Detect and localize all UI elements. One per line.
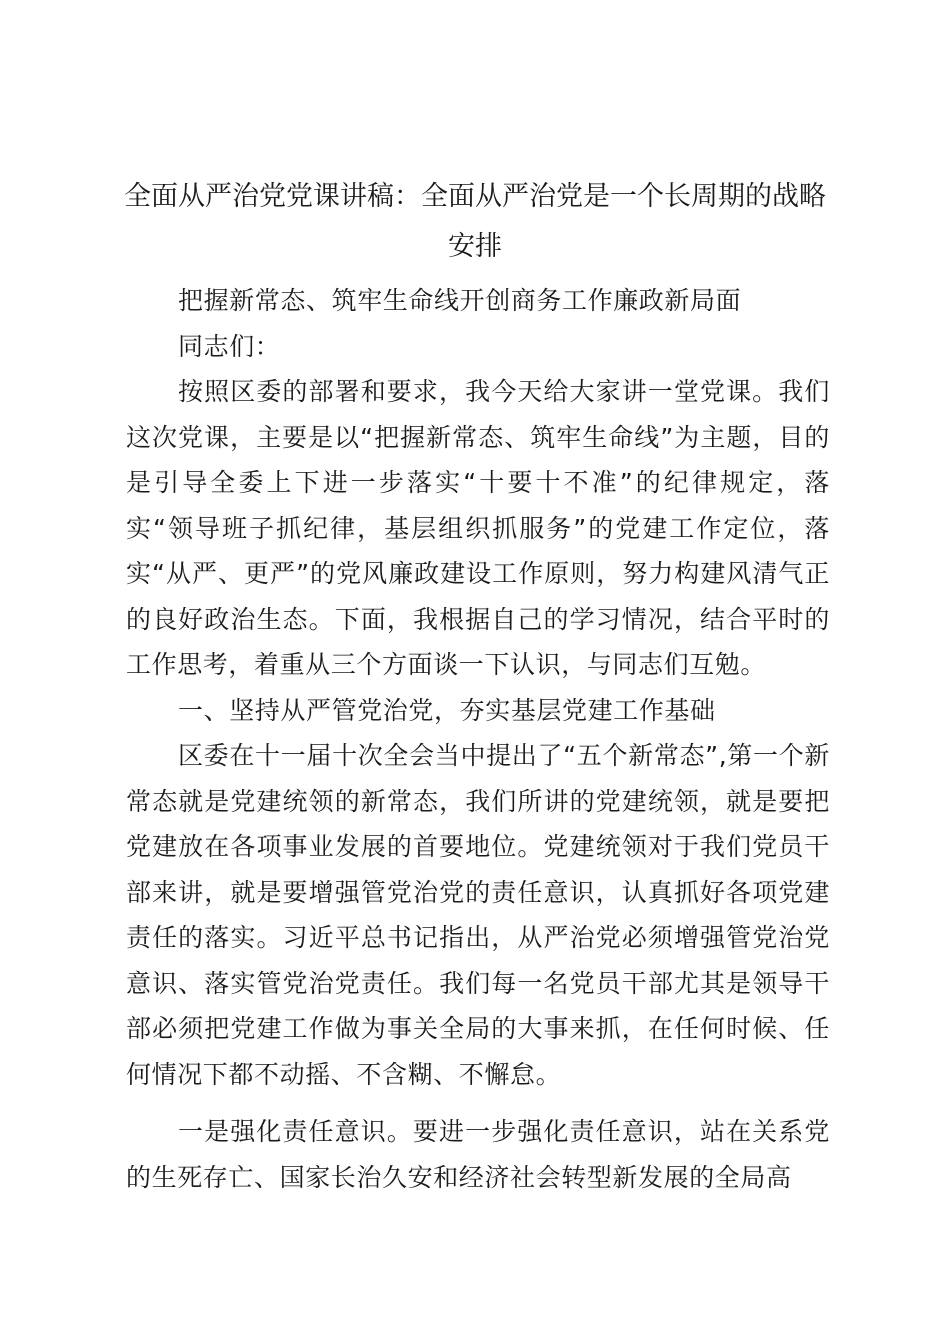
section-heading-1: 一、坚持从严管党治党，夯实基层党建工作基础 [178, 695, 716, 725]
document-body [126, 278, 830, 1200]
paragraph-point-1: 一是强化责任意识。要进一步强化责任意识，站在关系党的生死存亡、国家长治久安和经济社会转型新发展的全局高 [126, 1117, 830, 1192]
paragraph-section-1: 区委在十一届十次全会当中提出了“五个新常态”,第一个新常态就是党建统领的新常态，我们所讲的党建统领，就是要把党建放在各项事业发展的首要地位。党建统领对于我们党员干部来讲，就是要增强管党治党的责任意识，认真抓好各项党建责任的落实。习近平总书记指出，从严治党必须增强管党治党意识、落实管党治党责任。我们每一名党员干部尤其是领导干部必须把党建工作做为事关全局的大事来抓，在任何时候、任何情况下都不动摇、不含糊、不懈怠。 [126, 741, 830, 1089]
paragraph-intro: 按照区委的部署和要求，我今天给大家讲一堂党课。我们这次党课，主要是以“把握新常态、筑牢生命线”为主题，目的是引导全委上下进一步落实“十要十不准”的纪律规定，落实“领导班子抓纪律，基层组织抓服务”的党建工作定位，落实“从严、更严”的党风廉政建设工作原则，努力构建风清气正的良好政治生态。下面，我根据自己的学习情况，结合平时的工作思考，着重从三个方面谈一下认识，与同志们互勉。 [126, 377, 830, 679]
greeting: 同志们： [178, 331, 281, 361]
document-subtitle: 把握新常态、筑牢生命线开创商务工作廉政新局面 [178, 286, 742, 315]
document-title: 全面从严治党党课讲稿：全面从严治党是一个长周期的战略安排 [124, 181, 826, 262]
